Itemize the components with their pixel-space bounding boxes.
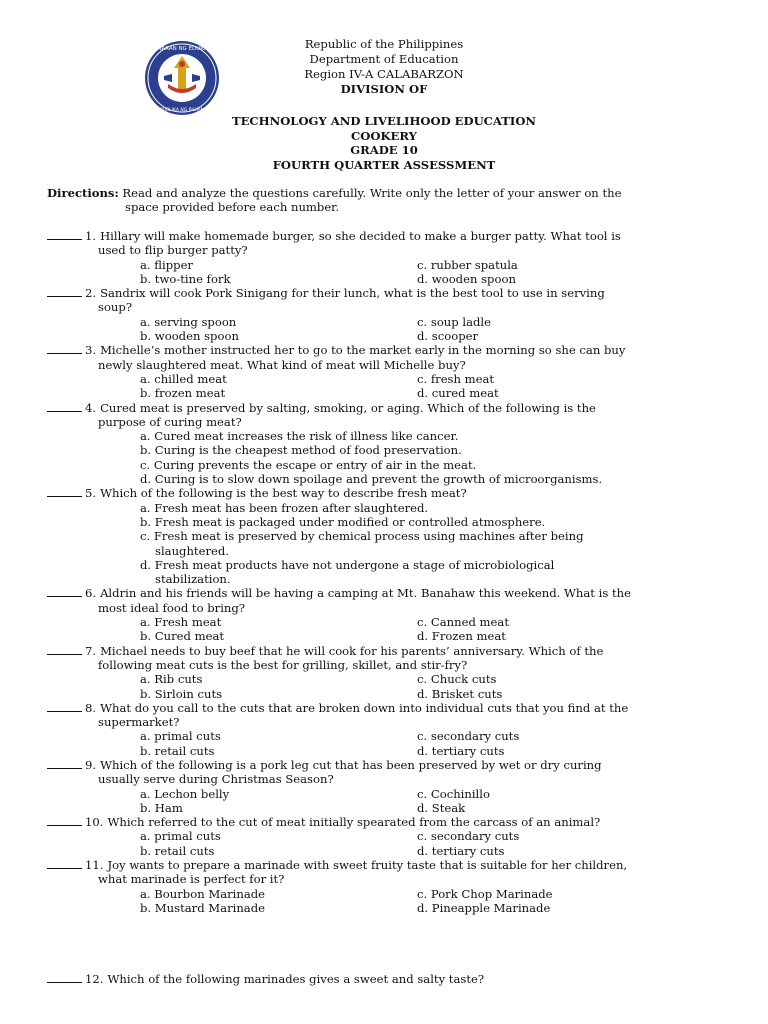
question-stem: Aldrin and his friends will be having a camping at Mt. Banahaw this weekend. What is the — [100, 586, 631, 601]
option: a. Fresh meat has been frozen after slaughtered. — [140, 500, 429, 515]
header-region: Region IV-A CALABARZON — [304, 67, 464, 81]
option: a. serving spoon — [140, 314, 237, 329]
question-number: 5. — [85, 486, 97, 501]
options-grid — [47, 887, 737, 916]
question-stem: Sandrix will cook Pork Sinigang for their lunch, what is the best tool to use in serving — [100, 286, 605, 301]
option: d. scooper — [417, 329, 479, 344]
answer-blank[interactable] — [47, 858, 82, 869]
question-item — [47, 586, 737, 643]
option: a. Lechon belly — [140, 786, 230, 801]
option: c. rubber spatula — [417, 257, 518, 272]
question-item — [47, 701, 737, 758]
option: b. Cured meat — [140, 629, 225, 644]
question-number: 7. — [85, 643, 97, 658]
question-stem: Which referred to the cut of meat initially spearated from the carcass of an animal? — [107, 815, 601, 830]
option: c. secondary cuts — [417, 729, 520, 744]
option: c. secondary cuts — [417, 829, 520, 844]
question-item — [47, 644, 737, 701]
options-grid — [47, 258, 737, 287]
question-stem: What do you call to the cuts that are broken down into individual cuts that you find at the — [100, 700, 629, 715]
option: d. Frozen meat — [417, 629, 506, 644]
question-list — [47, 229, 737, 987]
option: a. primal cuts — [140, 829, 221, 844]
question-stem: Which of the following is a pork leg cut that has been preserved by wet or dry curing — [100, 757, 602, 772]
option: d. Fresh meat products have not undergone a stage of microbiological — [140, 557, 555, 572]
option: b. wooden spoon — [140, 329, 239, 344]
directions-label: Directions: — [47, 186, 119, 200]
answer-blank[interactable] — [47, 586, 82, 597]
option: c. Cochinillo — [417, 786, 490, 801]
question-item — [47, 401, 737, 487]
option: b. retail cuts — [140, 843, 215, 858]
question-item — [47, 229, 737, 286]
answer-blank[interactable] — [47, 286, 82, 297]
option: d. Brisket cuts — [417, 686, 503, 701]
question-stem: Michael needs to buy beef that he will cook for his parents’ anniversary. Which of the — [100, 643, 604, 658]
answer-blank[interactable] — [47, 229, 82, 240]
answer-blank[interactable] — [47, 401, 82, 412]
option: d. wooden spoon — [417, 271, 516, 286]
question-stem: Joy wants to prepare a marinade with sweet fruity taste that is suitable for her children, — [107, 858, 628, 873]
answer-blank[interactable] — [47, 701, 82, 712]
question-number: 10. — [85, 815, 104, 830]
answer-blank[interactable] — [47, 343, 82, 354]
option: d. tertiary cuts — [417, 743, 505, 758]
seal-text-top: KAGAWARAN NG EDUKASYON — [141, 46, 223, 52]
options-grid — [47, 829, 737, 858]
options-grid — [47, 729, 737, 758]
answer-blank[interactable] — [47, 815, 82, 826]
header-department: Department of Education — [309, 52, 459, 66]
header-republic: Republic of the Philippines — [304, 37, 464, 51]
option: c. soup ladle — [417, 314, 491, 329]
option: a. Cured meat increases the risk of illness like cancer. — [140, 429, 459, 444]
option: a. Fresh meat — [140, 615, 222, 630]
options-grid — [47, 372, 737, 401]
options-grid — [47, 787, 737, 816]
options-grid — [47, 615, 737, 644]
question-stem: Which of the following marinades gives a sweet and salty taste? — [107, 972, 485, 987]
question-stem-cont: supermarket? — [98, 715, 180, 730]
option: b. Curing is the cheapest method of food preservation. — [140, 443, 462, 458]
question-stem: Hillary will make homemade burger, so she decided to make a burger patty. What tool is — [100, 229, 621, 243]
question-number: 4. — [85, 400, 97, 415]
option: b. retail cuts — [140, 743, 215, 758]
option: d. Steak — [417, 800, 466, 815]
options-grid — [47, 315, 737, 344]
option: a. flipper — [140, 257, 193, 272]
question-item — [47, 815, 737, 858]
deped-seal-logo — [134, 38, 230, 118]
answer-blank[interactable] — [47, 644, 82, 655]
question-number: 1. — [85, 229, 97, 243]
question-stem-cont: most ideal food to bring? — [98, 600, 246, 615]
options-list — [47, 501, 737, 587]
question-stem-cont: what marinade is perfect for it? — [98, 872, 285, 887]
option: b. Mustard Marinade — [140, 900, 265, 915]
option-cont: stabilization. — [155, 572, 231, 587]
option: d. tertiary cuts — [417, 843, 505, 858]
question-number: 3. — [85, 343, 97, 358]
directions-text-1: Read and analyze the questions carefully. Write only the letter of your answer on the — [122, 186, 622, 200]
option: a. Rib cuts — [140, 672, 203, 687]
question-stem: Cured meat is preserved by salting, smoking, or aging. Which of the following is the — [100, 400, 596, 415]
question-number: 12. — [85, 972, 104, 987]
subject-title: TECHNOLOGY AND LIVELIHOOD EDUCATION — [231, 114, 537, 128]
question-item — [47, 858, 737, 915]
document-header — [232, 37, 536, 97]
option: b. frozen meat — [140, 386, 226, 401]
header-division: DIVISION OF — [340, 82, 428, 96]
grade-title: GRADE 10 — [350, 143, 418, 157]
question-number: 6. — [85, 586, 97, 601]
question-number: 9. — [85, 757, 97, 772]
option: b. Ham — [140, 800, 183, 815]
option: d. Pineapple Marinade — [417, 900, 551, 915]
document-subheader — [200, 114, 568, 172]
answer-blank[interactable] — [47, 758, 82, 769]
option: a. primal cuts — [140, 729, 221, 744]
answer-blank[interactable] — [47, 972, 82, 983]
question-number: 11. — [85, 858, 104, 873]
option: c. Curing prevents the escape or entry of air in the meat. — [140, 457, 477, 472]
question-stem-cont: newly slaughtered meat. What kind of meat will Michelle buy? — [98, 357, 466, 372]
option: c. Fresh meat is preserved by chemical process using machines after being — [140, 529, 584, 544]
question-item — [47, 972, 737, 986]
options-list — [47, 429, 737, 486]
option-cont: slaughtered. — [155, 543, 229, 558]
question-number: 8. — [85, 700, 97, 715]
question-stem-cont: purpose of curing meat? — [98, 414, 242, 429]
question-item — [47, 758, 737, 815]
answer-blank[interactable] — [47, 486, 82, 497]
option: a. chilled meat — [140, 371, 227, 386]
question-stem: Which of the following is the best way to describe fresh meat? — [100, 486, 467, 501]
seal-text-bottom: REPUBLIKA NG PILIPINAS — [154, 108, 210, 113]
question-item — [47, 486, 737, 586]
assessment-title: FOURTH QUARTER ASSESSMENT — [272, 157, 496, 172]
option: d. cured meat — [417, 386, 499, 401]
question-stem-cont: used to flip burger patty? — [98, 243, 248, 258]
question-item — [47, 343, 737, 400]
question-stem-cont: usually serve during Christmas Season? — [98, 772, 334, 787]
course-title: COOKERY — [351, 128, 417, 143]
option: b. Fresh meat is packaged under modified or controlled atmosphere. — [140, 514, 546, 529]
option: c. fresh meat — [417, 371, 495, 386]
option: b. Sirloin cuts — [140, 686, 223, 701]
option: b. two-tine fork — [140, 271, 231, 286]
option: c. Pork Chop Marinade — [417, 886, 553, 901]
question-stem-cont: following meat cuts is the best for grilling, skillet, and stir-fry? — [98, 657, 468, 672]
directions-text-2: space provided before each number. — [125, 200, 340, 215]
directions — [47, 186, 727, 215]
question-stem-cont: soup? — [98, 300, 133, 315]
question-stem: Michelle’s mother instructed her to go to the market early in the morning so she can buy — [100, 343, 626, 358]
option: d. Curing is to slow down spoilage and prevent the growth of microorganisms. — [140, 472, 603, 487]
option: c. Canned meat — [417, 615, 509, 630]
options-grid — [47, 672, 737, 701]
question-item — [47, 286, 737, 343]
question-number: 2. — [85, 286, 97, 301]
option: c. Chuck cuts — [417, 672, 497, 687]
option: a. Bourbon Marinade — [140, 886, 266, 901]
